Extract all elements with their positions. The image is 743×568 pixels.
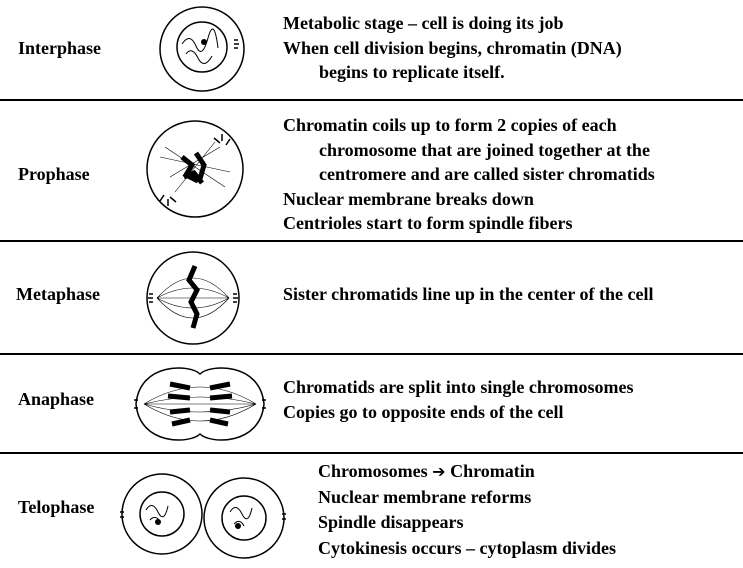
desc-line: Metabolic stage – cell is doing its job <box>283 13 564 33</box>
row-interphase <box>0 0 743 99</box>
row-metaphase <box>0 240 743 353</box>
desc-text: Chromosomes <box>318 461 428 481</box>
phase-label: Interphase <box>18 38 102 58</box>
arrow-right-icon: ➔ <box>432 462 446 481</box>
description <box>283 11 622 85</box>
telophase-cells-image <box>118 462 288 562</box>
description <box>283 282 653 307</box>
description <box>318 459 616 561</box>
description <box>283 113 655 236</box>
desc-line: Spindle disappears <box>318 512 464 532</box>
desc-line: When cell division begins, chromatin (DNA) <box>283 37 622 58</box>
metaphase-cell-image <box>143 248 243 348</box>
desc-line <box>318 459 616 485</box>
prophase-cell-image <box>140 117 250 222</box>
desc-line: Nuclear membrane reforms <box>318 486 532 507</box>
desc-line: Cytokinesis occurs – cytoplasm divides <box>318 537 617 558</box>
desc-line: Copies go to opposite ends of the cell <box>283 401 564 422</box>
row-anaphase <box>0 353 743 452</box>
phase-label: Telophase <box>18 497 95 517</box>
desc-line: chromosome that are joined together at the <box>319 139 650 160</box>
phase-label: Prophase <box>18 164 90 184</box>
description <box>283 375 634 424</box>
desc-line: centromere and are called sister chromatids <box>319 164 655 184</box>
phase-label: Anaphase <box>18 389 95 409</box>
desc-line: Nuclear membrane breaks down <box>283 188 534 209</box>
interphase-cell-image <box>152 4 252 94</box>
desc-line: Chromatids are split into single chromosomes <box>283 377 634 397</box>
desc-line: Chromatin coils up to form 2 copies of each <box>283 115 617 135</box>
phase-label: Metaphase <box>16 284 100 304</box>
row-prophase <box>0 99 743 240</box>
desc-line: Centrioles start to form spindle fibers <box>283 213 573 233</box>
desc-text: Chromatin <box>450 461 535 481</box>
row-telophase <box>0 452 743 568</box>
anaphase-cell-image <box>130 360 270 448</box>
desc-line: Sister chromatids line up in the center of the cell <box>283 284 654 304</box>
desc-line: begins to replicate itself. <box>319 62 505 82</box>
